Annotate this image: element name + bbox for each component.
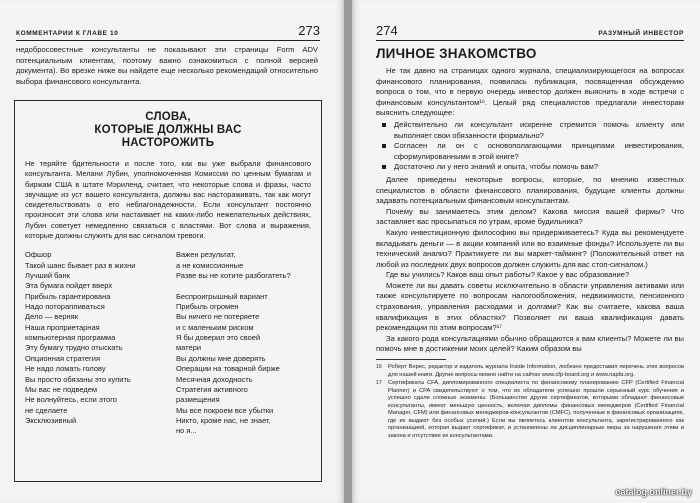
section-heading: ЛИЧНОЕ ЗНАКОМСТВО	[376, 46, 537, 61]
warning-phrase: Стратегия активного	[176, 384, 248, 394]
warning-phrase: Не надо ломать голову	[25, 364, 106, 374]
warning-phrase: Эксклюзивный	[25, 415, 77, 425]
left-running-head-title: КОММЕНТАРИИ К ГЛАВЕ 10	[16, 30, 119, 37]
warning-phrase: Разве вы не хотите разбогатеть?	[176, 271, 291, 281]
footnote-text: Сертификаты CFA, дипломированного специалиста по финансовому планированию CFP (Certified Financial Planner) и CPA свидетельствуют о том, что их обладатели успешно прошли серьезный курс обучения и успешно сдали сложные экзамены. (Большинство других сертификатов, которыми обладают финансовые консультанты, имеют меньшую ценность, включая дипломы финансовых менеджеров (Certified Financial Manager, CFM) или финансовых менеджеров-консультантов (CMFC), полученные в финансовых организациях, где их выдают без особых усилий.) Если вы являетесь клиентом консультанта, зарегистрированного как организацией, которая выдает сертификат, и установлены ли дисциплинарные меры за нарушения этики и закона и отсутствие их консультантами.	[388, 380, 684, 439]
question-paragraph: Какую инвестиционную философию вы придерживаетесь? Куда вы рекомендуете вкладывать деньги — в акции компаний или во взаимные фонды? Используете ли вы технический анализ? Практикуете ли вы маркет-тайминг? (Положительный ответ на любой из последних двух вопросов должен служить для вас стоп-сигналом.)	[376, 227, 684, 269]
warning-phrase: Вы просто обязаны это купить	[25, 374, 131, 384]
warning-phrase: Никто, кроме нас, не знает,	[176, 415, 271, 425]
footnote-text: Роберт Верес, редактор и издатель журнала Inside Information, любезно предоставил перечень этих вопросов для нашей книги. Другие вопросы можно найти на сайтах www.cfp-board.org и www.napfa.org.	[388, 364, 684, 378]
warning-phrase	[176, 281, 311, 291]
book-spine-gutter	[344, 0, 352, 503]
footnote-number: 17	[376, 380, 382, 386]
phrases-columns	[25, 250, 311, 436]
paragraph: Далее приведены некоторые вопросы, которые, по мнению известных специалистов в области финансового планирования, будущие клиенты должны задавать потенциальным финансовым консультантам.	[376, 174, 684, 206]
warning-phrase: Такой шанс бывает раз в жизни	[25, 260, 136, 270]
warning-phrase: Дело — верняк	[25, 312, 79, 322]
warning-phrase: Прибыль огромен	[176, 302, 239, 312]
footnote-rule	[376, 359, 446, 360]
footnote-number: 16	[376, 364, 382, 370]
box-title-line: СЛОВА,	[145, 111, 191, 123]
warning-words-box	[14, 100, 322, 482]
warning-phrase: Месячная доходность	[176, 374, 253, 384]
right-running-header	[376, 14, 684, 38]
paragraph: Не так давно на страницах одного журнала, специализирующегося на вопросах финансового планирования, появилась публикация, посвященная обсуждению вопроса о том, что в первую очередь инвестор должен выяснить в ходе встречи с финансовым консультантом¹⁶. Целый ряд специалистов предлагали инвесторам выяснить следующее:	[376, 66, 684, 118]
footnote	[376, 364, 684, 379]
warning-phrase: Наша проприетарная	[25, 322, 100, 332]
warning-phrase: размещения	[176, 395, 220, 405]
question-paragraph: За какого рода консультациями обычно обращаются к вам клиенты? Можете ли вы помочь мне в достижении моих целей? Каким образом вы	[376, 333, 684, 354]
warning-phrase: а не комиссионные	[176, 260, 244, 270]
warning-phrase: Я бы доверил это своей	[176, 333, 261, 343]
footnotes	[376, 364, 684, 441]
left-page-number: 273	[298, 23, 320, 38]
question-paragraph: Почему вы занимаетесь этим делом? Какова миссия вашей фирмы? Что заставляет вас просыпаться по утрам, кроме будильника?	[376, 206, 684, 227]
warning-phrase: Эта бумага пойдет вверх	[25, 281, 113, 291]
left-running-header	[16, 14, 320, 38]
warning-phrase: Не волнуйтесь, если этого	[25, 395, 117, 405]
box-intro-text: Не теряйте бдительности и после того, как вы уже выбрали финансового консультанта. Мелани Лубин, уполномоченная Комиссии по ценным бумагам и биржам США в штате Мэриленд, считает, что некоторые слова и фразы, часто звучащие из уст вашего консультанта, должны вас настораживать, так как могут свидетельствовать о его неблагонадежности. Если консультант постоянно произносит эти слова или настаивает на каких-либо нежелательных действиях, Лубин советует немедленно связаться с властями. Вот слова и выражения, которые должны служить для вас сигналом тревоги.	[25, 159, 311, 241]
left-header-rule	[16, 40, 320, 41]
box-title-line: НАСТОРОЖИТЬ	[121, 137, 215, 149]
bullet-item: Действительно ли консультант искренне стремится помочь клиенту или выполняет свои обязанности формально?	[376, 120, 684, 141]
warning-phrase: Вы ничего не потеряете	[176, 312, 260, 322]
warning-phrase: Эту бумагу трудно отыскать	[25, 343, 123, 353]
warning-phrase: Операции на товарной бирже	[176, 364, 280, 374]
right-main-text	[376, 66, 684, 355]
warning-phrase: Опционная стратегия	[25, 353, 101, 363]
bullet-list	[376, 120, 684, 173]
right-page	[352, 0, 700, 503]
warning-phrase: матери	[176, 343, 202, 353]
watermark-text: catalog.onliner.by	[615, 487, 692, 497]
warning-phrase: Прибыль гарантирована	[25, 291, 111, 301]
box-title	[25, 111, 311, 150]
phrases-column-left	[25, 250, 160, 436]
warning-phrase: Мы все покроем все убытки	[176, 405, 274, 415]
warning-phrase: Лучший банк	[25, 271, 70, 281]
phrases-column-right	[176, 250, 311, 436]
right-header-rule	[376, 40, 684, 41]
right-running-head-title: РАЗУМНЫЙ ИНВЕСТОР	[598, 30, 684, 37]
warning-phrase: но я...	[176, 426, 197, 436]
warning-phrase: Вы должны мне доверять	[176, 353, 266, 363]
box-title-line: КОТОРЫЕ ДОЛЖНЫ ВАС	[94, 124, 242, 136]
bullet-item: Согласен ли он с основополагающими принципами инвестирования, сформулированными в этой книге?	[376, 141, 684, 162]
question-paragraph: Где вы учились? Каков ваш опыт работы? Какое у вас образование?	[386, 270, 630, 280]
warning-phrase: не сделаете	[25, 405, 68, 415]
question-paragraph: Можете ли вы давать советы исключительно в области управления активами или также консультируете по вопросам налогообложения, недвижимости, пенсионного страхования, управления расходами и долгами? Как вы считаете, какова ваша квалификация в этих областях? Позволяет ли ваша квалификация давать рекомендации по этим вопросам?¹⁷	[376, 280, 684, 333]
warning-phrase: Офшор	[25, 250, 52, 260]
bullet-item: Достаточно ли у него знаний и опыта, чтобы помочь вам?	[376, 162, 684, 173]
warning-phrase: Мы вас не подведем	[25, 384, 98, 394]
warning-phrase: Надо поторапливаться	[25, 302, 105, 312]
footnote	[376, 380, 684, 440]
left-page	[0, 0, 344, 503]
warning-phrase: Беспроигрышный вариант	[176, 291, 268, 301]
warning-phrase: компьютерная программа	[25, 333, 116, 343]
left-intro-paragraph: недобросовестные консультанты не показывают эти страницы Form ADV потенциальным клиентам, поэтому важно ознакомиться с полной версией документа). Во врезке ниже вы найдете еще несколько рекомендаций относительно выбора финансового консультанта.	[16, 45, 318, 86]
right-page-number: 274	[376, 23, 398, 38]
warning-phrase: и с маленьким риском	[176, 322, 254, 332]
warning-phrase: Важен результат,	[176, 250, 236, 260]
